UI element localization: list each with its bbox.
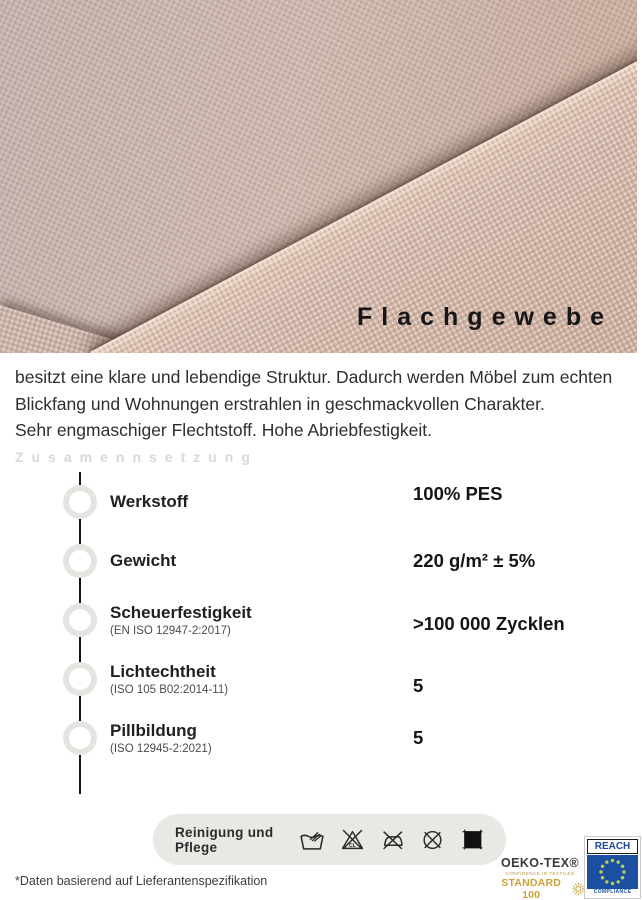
spec-value: 100% PES [413, 482, 503, 504]
description-line: Blickfang und Wohnungen erstrahlen in geschmackvollen Charakter. [15, 393, 545, 414]
timeline-node-icon [63, 603, 97, 637]
spec-norm: (EN ISO 12947-2:2017) [110, 624, 231, 637]
spec-value: 5 [413, 726, 424, 748]
spec-norm: (ISO 105 B02:2014-11) [110, 683, 229, 696]
care-section [153, 814, 506, 865]
footer-disclaimer: *Daten basierend auf Lieferantenspezifikation [15, 874, 268, 888]
spec-row-lichtechtheit [0, 649, 642, 708]
spec-label-group [110, 662, 228, 696]
black-square-icon [459, 827, 486, 852]
oeko-tex-brand: OEKO-TEX® [500, 856, 580, 870]
oeko-tex-standard: STANDARD 100 [501, 877, 562, 900]
timeline-node-icon [63, 662, 97, 696]
description-line: besitzt eine klare und lebendige Struktur. Dadurch werden Möbel zum echten [15, 367, 613, 387]
spec-value: 5 [413, 674, 424, 696]
composition-table [0, 472, 642, 796]
do-not-iron-icon [379, 827, 406, 852]
oeko-tex-logo [494, 856, 586, 900]
spec-norm: (ISO 12945-2:2021) [110, 742, 212, 755]
timeline-node-icon [63, 544, 97, 578]
spec-label-group [110, 551, 176, 571]
spec-value: 220 g/m² ± 5% [413, 549, 536, 571]
reach-subtitle: COMPLIANCE [587, 889, 638, 896]
do-not-bleach-icon [339, 827, 366, 852]
oeko-tex-standard-row [494, 877, 586, 900]
description-line: Sehr engmaschiger Flechtstoff. Hohe Abriebfestigkeit. [15, 420, 432, 440]
spec-row-werkstoff [0, 472, 642, 531]
spec-label-group [110, 492, 188, 512]
spec-label: Lichtechtheit [110, 661, 216, 681]
timeline-node-icon [63, 485, 97, 519]
eu-stars-icon [588, 856, 637, 889]
svg-text:CL: CL [349, 842, 356, 849]
composition-heading: Zusamennsetzung [15, 449, 258, 465]
reach-eu-stars [587, 855, 638, 896]
spec-label: Gewicht [110, 550, 177, 570]
fabric-name-overlay: Flachgewebe [357, 303, 613, 331]
fabric-front-fold [90, 0, 637, 353]
oeko-tex-tagline: CONFIDENCE IN TEXTILES [505, 871, 575, 876]
care-label: Reinigung und Pflege [175, 824, 274, 855]
spec-row-scheuerfestigkeit [0, 590, 642, 649]
spec-label: Werkstoff [110, 491, 189, 511]
spec-label-group [110, 603, 252, 637]
spec-label-group [110, 721, 212, 755]
spec-label: Scheuerfestigkeit [110, 602, 252, 622]
reach-title: REACH [587, 839, 638, 854]
spec-label: Pillbildung [110, 720, 197, 740]
reach-compliance-logo [584, 836, 641, 899]
spec-row-pillbildung [0, 708, 642, 767]
fabric-description [15, 364, 627, 444]
care-icons [299, 827, 486, 852]
spec-value: >100 000 Zycklen [413, 612, 565, 634]
fabric-photo [0, 0, 637, 353]
hand-wash-icon [299, 827, 326, 852]
do-not-dry-clean-icon [419, 827, 446, 852]
timeline-node-icon [63, 721, 97, 755]
spec-row-gewicht [0, 531, 642, 590]
